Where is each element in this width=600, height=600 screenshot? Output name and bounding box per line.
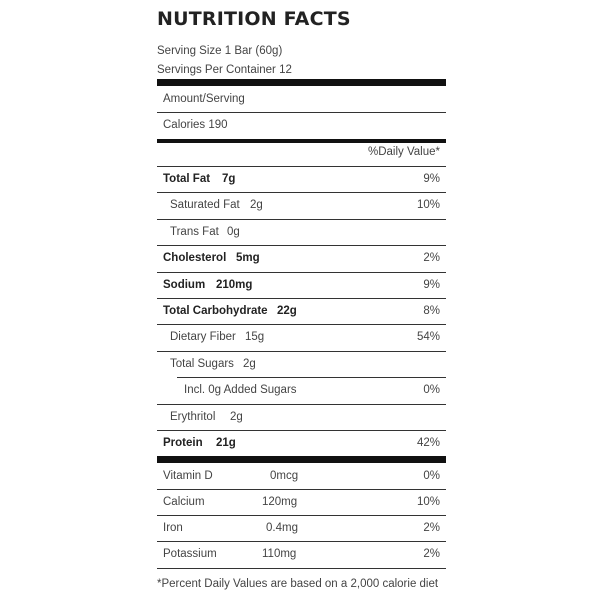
nutrient-row-cholesterol xyxy=(157,245,446,272)
daily-value-footnote: *Percent Daily Values are based on a 2,000 calorie diet xyxy=(157,578,439,590)
vitamin-daily-value: 2% xyxy=(423,522,440,534)
vitamin-row-calcium xyxy=(157,489,446,516)
amount-per-serving-row xyxy=(157,86,446,113)
nutrient-row-sodium xyxy=(157,272,446,299)
nutrient-row-erythritol xyxy=(157,404,446,431)
nutrient-row-saturated-fat xyxy=(157,192,446,219)
vitamin-name: Vitamin D xyxy=(163,470,213,482)
nutrient-name: Erythritol xyxy=(170,411,216,423)
nutrient-row-total-fat xyxy=(157,166,446,193)
daily-value-header-row xyxy=(157,139,446,166)
vitamin-row-vitamin-d xyxy=(157,463,446,490)
vitamin-amount: 120mg xyxy=(262,496,298,508)
nutrient-amount: 2g xyxy=(230,411,243,423)
nutrient-row-dietary-fiber xyxy=(157,324,446,351)
divider xyxy=(157,568,446,569)
nutrient-name: Incl. 0g Added Sugars xyxy=(184,384,297,396)
nutrient-amount: 22g xyxy=(277,305,297,317)
nutrient-daily-value: 9% xyxy=(423,279,440,291)
nutrient-daily-value: 9% xyxy=(423,173,440,185)
nutrient-amount: 210mg xyxy=(216,279,253,291)
calories-row xyxy=(157,112,446,139)
thick-divider-vitamins xyxy=(157,456,446,463)
nutrient-daily-value: 10% xyxy=(416,199,440,211)
vitamin-amount: 110mg xyxy=(262,548,297,560)
vitamin-amount: 0mcg xyxy=(270,470,299,482)
nutrient-amount: 0g xyxy=(227,226,240,238)
nutrient-name: Trans Fat xyxy=(170,226,219,238)
nutrient-row-total-sugars xyxy=(157,351,446,378)
vitamin-name: Iron xyxy=(163,522,183,534)
nutrient-name: Sodium xyxy=(163,279,206,291)
serving-size: Serving Size 1 Bar (60g) xyxy=(157,45,283,57)
nutrient-daily-value: 0% xyxy=(423,384,440,396)
nutrient-name: Total Carbohydrate xyxy=(163,305,268,317)
vitamin-amount: 0.4mg xyxy=(266,522,298,534)
vitamin-daily-value: 0% xyxy=(423,470,440,482)
vitamin-daily-value: 10% xyxy=(416,496,440,508)
nutrient-amount: 21g xyxy=(216,437,236,449)
nutrient-daily-value: 54% xyxy=(416,331,440,343)
nutrient-name: Saturated Fat xyxy=(170,199,240,211)
vitamin-daily-value: 2% xyxy=(423,548,440,560)
nutrient-row-added-sugars xyxy=(157,377,446,404)
amount-per-serving-label: Amount/Serving xyxy=(163,93,245,105)
nutrient-daily-value: 8% xyxy=(423,305,440,317)
vitamin-row-iron xyxy=(157,515,446,542)
nutrient-amount: 2g xyxy=(243,358,256,370)
nutrient-daily-value: 2% xyxy=(423,252,440,264)
calories-label: Calories 190 xyxy=(163,119,228,131)
nutrient-row-total-carbohydrate xyxy=(157,298,446,325)
nutrition-facts-title: NUTRITION FACTS xyxy=(157,8,351,30)
vitamin-name: Calcium xyxy=(163,496,205,508)
nutrient-amount: 15g xyxy=(245,331,265,343)
daily-value-header: %Daily Value* xyxy=(367,146,440,158)
nutrient-name: Total Sugars xyxy=(170,358,234,370)
vitamin-name: Potassium xyxy=(163,548,217,560)
nutrient-amount: 2g xyxy=(250,199,263,211)
nutrient-row-protein xyxy=(157,430,446,457)
nutrient-name: Protein xyxy=(163,437,203,449)
nutrient-amount: 5mg xyxy=(236,252,260,264)
nutrient-name: Dietary Fiber xyxy=(170,331,236,343)
thick-divider-top xyxy=(157,79,446,86)
nutrient-name: Cholesterol xyxy=(163,252,227,264)
nutrient-name: Total Fat xyxy=(163,173,211,185)
nutrient-row-trans-fat xyxy=(157,219,446,246)
servings-per-container: Servings Per Container 12 xyxy=(157,64,292,76)
vitamin-row-potassium xyxy=(157,541,446,568)
nutrient-amount: 7g xyxy=(222,173,236,185)
nutrient-daily-value: 42% xyxy=(416,437,440,449)
